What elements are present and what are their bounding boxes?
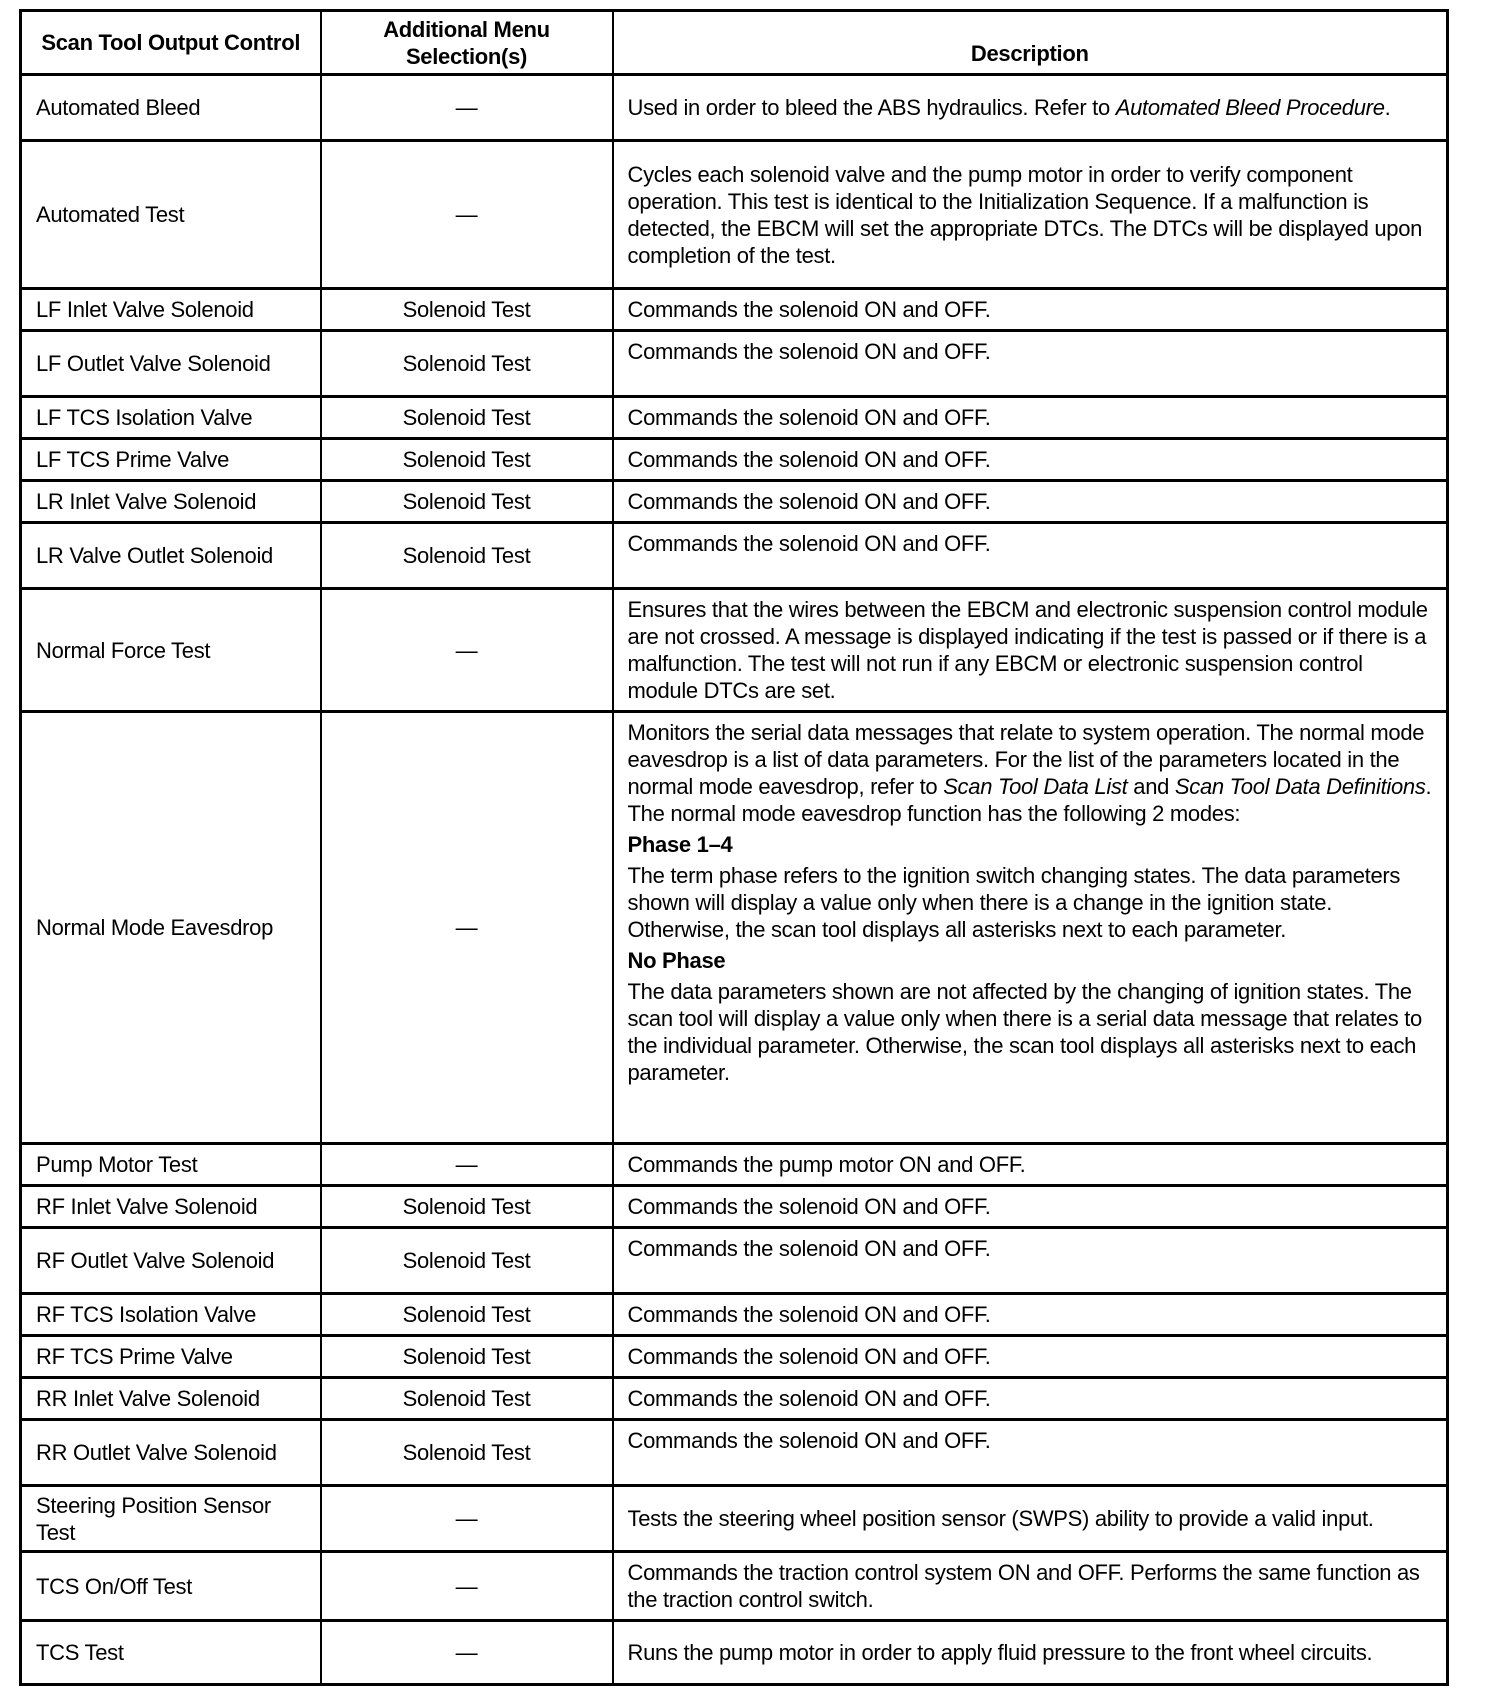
control-name: Pump Motor Test (21, 1144, 321, 1186)
description-text: Commands the solenoid ON and OFF. (627, 1428, 991, 1453)
scan-tool-output-controls-table (19, 9, 1449, 1686)
table-body (21, 75, 1448, 1685)
description-paragraph (628, 1505, 1433, 1532)
description-text: . The normal mode eavesdrop function has the following 2 modes: (627, 774, 1432, 826)
menu-selection: — (321, 712, 613, 1144)
subheading: Phase 1–4 (627, 832, 733, 857)
table-row (21, 439, 1448, 481)
description-text: Commands the solenoid ON and OFF. (627, 339, 991, 364)
reference-link-text: Scan Tool Data List (943, 774, 1128, 799)
menu-selection: Solenoid Test (321, 439, 613, 481)
description-text: Commands the solenoid ON and OFF. (627, 489, 991, 514)
menu-selection: — (321, 1552, 613, 1621)
description (613, 589, 1448, 712)
description-text: . (1384, 95, 1391, 120)
description-text: Commands the solenoid ON and OFF. (627, 1302, 991, 1327)
menu-selection: Solenoid Test (321, 523, 613, 589)
control-name: Steering Position Sensor Test (21, 1486, 321, 1552)
reference-link-text: Automated Bleed Procedure (1115, 95, 1385, 120)
table-row (21, 1552, 1448, 1621)
description-paragraph (628, 94, 1433, 121)
description-paragraph (628, 530, 1433, 557)
description-paragraph (628, 296, 1433, 323)
description (613, 1378, 1448, 1420)
description-paragraph (628, 1639, 1433, 1666)
control-name: Normal Mode Eavesdrop (21, 712, 321, 1144)
menu-selection: Solenoid Test (321, 289, 613, 331)
header-control: Scan Tool Output Control (21, 11, 321, 75)
description (613, 1552, 1448, 1621)
description (613, 712, 1448, 1144)
control-name: RR Inlet Valve Solenoid (21, 1378, 321, 1420)
control-name: Automated Bleed (21, 75, 321, 141)
control-name: LR Valve Outlet Solenoid (21, 523, 321, 589)
table-row (21, 1228, 1448, 1294)
description (613, 1294, 1448, 1336)
description (613, 289, 1448, 331)
header-description: Description (613, 11, 1448, 75)
description-text: Used in order to bleed the ABS hydraulics. Refer to (627, 95, 1116, 120)
description-text: Commands the solenoid ON and OFF. (627, 1344, 991, 1369)
description (613, 331, 1448, 397)
control-name: LF TCS Prime Valve (21, 439, 321, 481)
description-paragraph (628, 1235, 1433, 1262)
description-paragraph (628, 862, 1433, 943)
description-paragraph (628, 831, 1433, 858)
menu-selection: Solenoid Test (321, 1378, 613, 1420)
description (613, 141, 1448, 289)
table-row (21, 1420, 1448, 1486)
control-name: LF Inlet Valve Solenoid (21, 289, 321, 331)
description-text: Commands the solenoid ON and OFF. (627, 447, 991, 472)
menu-selection: — (321, 141, 613, 289)
control-name: TCS On/Off Test (21, 1552, 321, 1621)
control-name: LF TCS Isolation Valve (21, 397, 321, 439)
description-paragraph (628, 1427, 1433, 1454)
description (613, 397, 1448, 439)
control-name: RF TCS Isolation Valve (21, 1294, 321, 1336)
description-text: Commands the pump motor ON and OFF. (627, 1152, 1026, 1177)
description-paragraph (628, 488, 1433, 515)
description-text: Commands the solenoid ON and OFF. (627, 405, 991, 430)
description-text: Commands the solenoid ON and OFF. (627, 1194, 991, 1219)
control-name: RF TCS Prime Valve (21, 1336, 321, 1378)
description-paragraph (628, 719, 1433, 827)
description (613, 1621, 1448, 1685)
description-paragraph (628, 947, 1433, 974)
menu-selection: — (321, 1621, 613, 1685)
control-name: RF Outlet Valve Solenoid (21, 1228, 321, 1294)
description-text: Cycles each solenoid valve and the pump motor in order to verify component operation. This test is identical to the Initialization Sequence. If a malfunction is detected, the EBCM will set the appropriate DTCs. The DTCs will be displayed upon completion of the test. (627, 161, 1423, 268)
description-text: Monitors the serial data messages that relate to system operation. The normal mode eavesdrop is a list of data parameters. For the list of the parameters located in the normal mode eavesdrop, refer to (627, 720, 1425, 799)
description (613, 1228, 1448, 1294)
description-paragraph (628, 1343, 1433, 1370)
description (613, 1420, 1448, 1486)
description (613, 1336, 1448, 1378)
description-paragraph (628, 446, 1433, 473)
menu-selection: Solenoid Test (321, 397, 613, 439)
table-row (21, 1486, 1448, 1552)
description-paragraph (628, 404, 1433, 431)
description-paragraph (628, 1193, 1433, 1220)
table-row (21, 1144, 1448, 1186)
table-row (21, 331, 1448, 397)
subheading: No Phase (627, 948, 726, 973)
reference-link-text: Scan Tool Data Definitions (1174, 774, 1426, 799)
description-paragraph (628, 1559, 1433, 1613)
table-row (21, 481, 1448, 523)
menu-selection: Solenoid Test (321, 481, 613, 523)
description-text: Tests the steering wheel position sensor (SWPS) ability to provide a valid input. (627, 1506, 1374, 1531)
description-text: Runs the pump motor in order to apply fluid pressure to the front wheel circuits. (627, 1640, 1373, 1665)
description-text: The term phase refers to the ignition switch changing states. The data parameters shown will display a value only when there is a change in the ignition state. Otherwise, the scan tool displays all asterisks next to each parameter. (627, 863, 1401, 942)
description (613, 481, 1448, 523)
description-paragraph (628, 161, 1433, 269)
description-text: Commands the solenoid ON and OFF. (627, 297, 991, 322)
table-row (21, 1294, 1448, 1336)
description-paragraph (628, 596, 1433, 704)
menu-selection: Solenoid Test (321, 1420, 613, 1486)
menu-selection: Solenoid Test (321, 1336, 613, 1378)
description-paragraph (628, 1301, 1433, 1328)
description (613, 1486, 1448, 1552)
description-text: Commands the solenoid ON and OFF. (627, 1236, 991, 1261)
menu-selection: Solenoid Test (321, 1228, 613, 1294)
table-row (21, 75, 1448, 141)
description-text: Ensures that the wires between the EBCM and electronic suspension control module are not crossed. A message is displayed indicating if the test is passed or if there is a malfunction. The test will not run if any EBCM or electronic suspension control module DTCs are set. (627, 597, 1428, 703)
description (613, 523, 1448, 589)
description-text: The data parameters shown are not affected by the changing of ignition states. The scan tool will display a value only when there is a serial data message that relates to the individual parameter. Otherwise, the scan tool displays all asterisks next to each parameter. (627, 979, 1422, 1085)
description-paragraph (628, 1151, 1433, 1178)
description-paragraph (628, 1385, 1433, 1412)
description (613, 1186, 1448, 1228)
control-name: LR Inlet Valve Solenoid (21, 481, 321, 523)
description (613, 439, 1448, 481)
menu-selection: — (321, 1486, 613, 1552)
description-paragraph (628, 978, 1433, 1086)
control-name: RF Inlet Valve Solenoid (21, 1186, 321, 1228)
table-row (21, 397, 1448, 439)
table-row (21, 589, 1448, 712)
description-text: and (1127, 774, 1175, 799)
table-row (21, 1378, 1448, 1420)
table-row (21, 712, 1448, 1144)
description (613, 1144, 1448, 1186)
description-text: Commands the traction control system ON and OFF. Performs the same function as the traction control switch. (627, 1560, 1420, 1612)
menu-selection: — (321, 589, 613, 712)
control-name: LF Outlet Valve Solenoid (21, 331, 321, 397)
header-menu-selection: Additional Menu Selection(s) (321, 11, 613, 75)
table-row (21, 1186, 1448, 1228)
description-text: Commands the solenoid ON and OFF. (627, 1386, 991, 1411)
menu-selection: — (321, 75, 613, 141)
control-name: TCS Test (21, 1621, 321, 1685)
table-row (21, 289, 1448, 331)
menu-selection: — (321, 1144, 613, 1186)
table-row (21, 523, 1448, 589)
menu-selection: Solenoid Test (321, 331, 613, 397)
header-row (21, 11, 1448, 75)
menu-selection: Solenoid Test (321, 1294, 613, 1336)
description-text: Commands the solenoid ON and OFF. (627, 531, 991, 556)
table-row (21, 1336, 1448, 1378)
description (613, 75, 1448, 141)
menu-selection: Solenoid Test (321, 1186, 613, 1228)
table-row (21, 141, 1448, 289)
table-row (21, 1621, 1448, 1685)
control-name: RR Outlet Valve Solenoid (21, 1420, 321, 1486)
control-name: Automated Test (21, 141, 321, 289)
description-paragraph (628, 338, 1433, 365)
control-name: Normal Force Test (21, 589, 321, 712)
